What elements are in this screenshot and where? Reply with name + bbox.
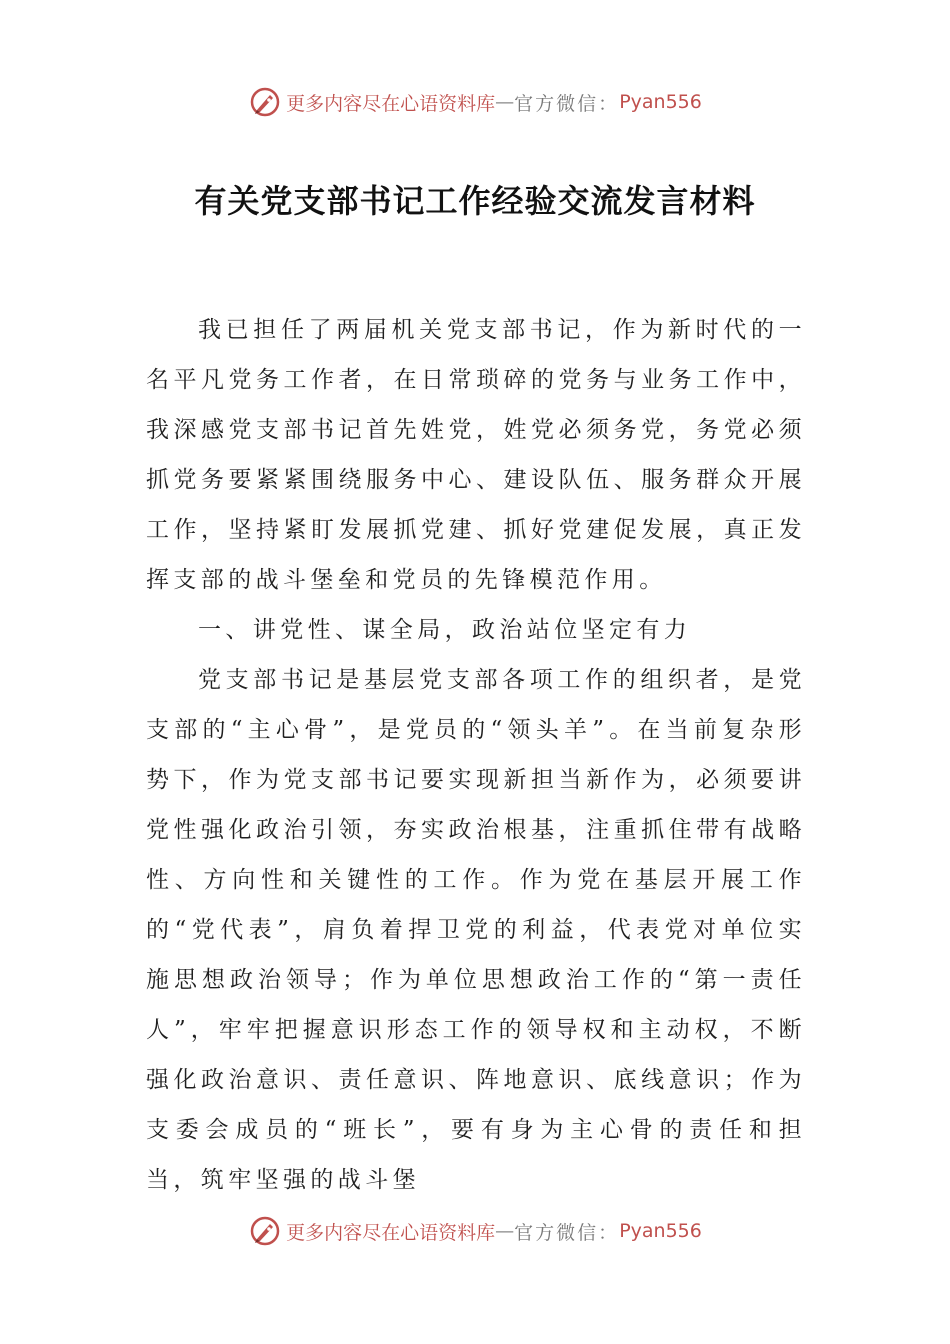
footer-watermark: [0, 1211, 950, 1251]
watermark-wechat-id: Pyan556: [619, 1220, 702, 1242]
watermark-brand: 更多内容尽在心语资料库: [286, 92, 496, 115]
watermark-wechat-id: Pyan556: [619, 91, 702, 113]
watermark-dash: —: [495, 91, 515, 113]
paragraph-intro: 我已担任了两届机关党支部书记，作为新时代的一名平凡党务工作者，在日常琐碎的党务与业务工作中，我深感党支部书记首先姓党，姓党必须务党，务党必须抓党务要紧紧围绕服务中心、建设队伍、服务群众开展工作，坚持紧盯发展抓党建、抓好党建促发展，真正发挥支部的战斗堡垒和党员的先锋模范作用。: [146, 317, 806, 593]
document-title: 有关党支部书记工作经验交流发言材料: [194, 182, 756, 220]
watermark-brand: 更多内容尽在心语资料库: [286, 1221, 496, 1244]
watermark-label: 官方微信：: [514, 1221, 620, 1244]
header-watermark: [0, 82, 950, 122]
pen-logo-icon: [248, 85, 282, 119]
document-body: [146, 305, 806, 1205]
section-heading: 一、讲党性、谋全局，政治站位坚定有力: [198, 617, 692, 643]
pen-logo-icon: [248, 1214, 282, 1248]
watermark-label: 官方微信：: [514, 92, 620, 115]
paragraph-section-one: 党支部书记是基层党支部各项工作的组织者，是党支部的“主心骨”，是党员的“领头羊”。在当前复杂形势下，作为党支部书记要实现新担当新作为，必须要讲党性强化政治引领，夯实政治根基，注重抓住带有战略性、方向性和关键性的工作。作为党在基层开展工作的“党代表”，肩负着捍卫党的利益，代表党对单位实施思想政治领导；作为单位思想政治工作的“第一责任人”，牢牢把握意识形态工作的领导权和主动权，不断强化政治意识、责任意识、阵地意识、底线意识；作为支委会成员的“班长”，要有身为主心骨的责任和担当，筑牢坚强的战斗堡: [146, 667, 806, 1193]
watermark-dash: —: [495, 1220, 515, 1242]
